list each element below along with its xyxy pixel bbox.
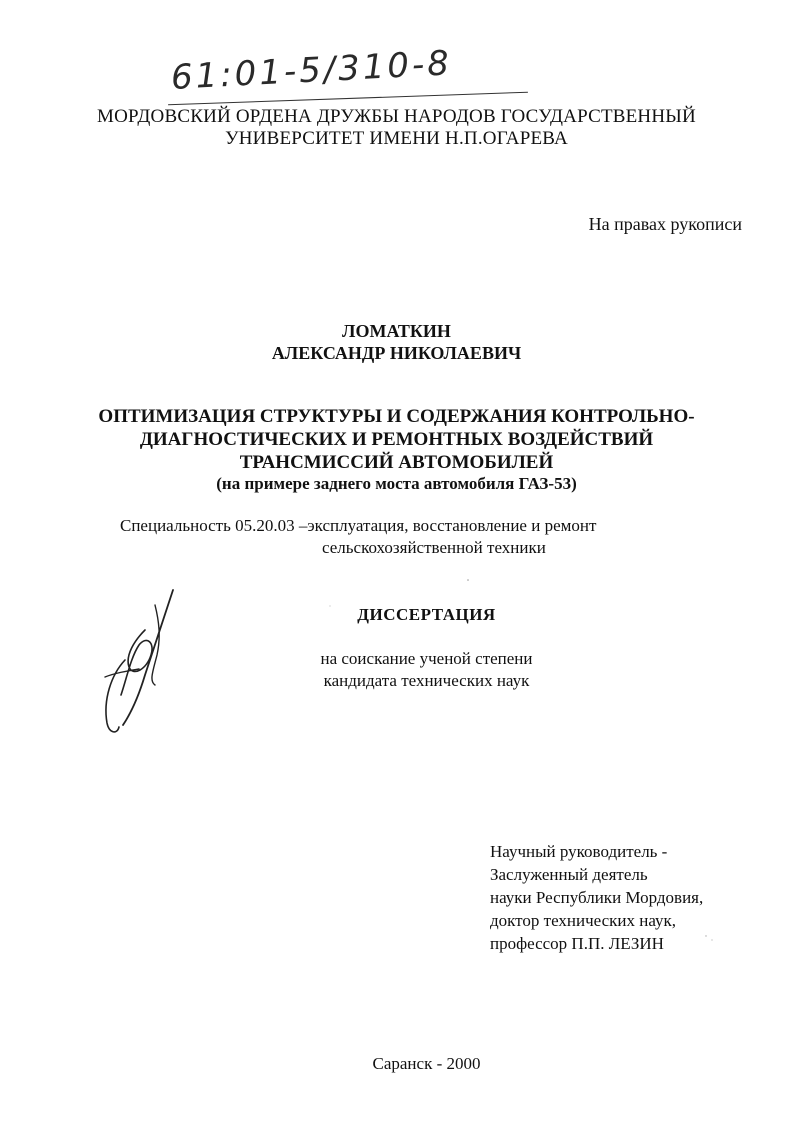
title-line-2: ДИАГНОСТИЧЕСКИХ И РЕМОНТНЫХ ВОЗДЕЙСТВИЙ xyxy=(139,429,654,450)
supervisor-line-5: профессор П.П. ЛЕЗИН xyxy=(490,934,664,953)
specialty-line-1: Специальность 05.20.03 –эксплуатация, восстановление и ремонт xyxy=(120,516,597,535)
institution-line-2: УНИВЕРСИТЕТ ИМЕНИ Н.П.ОГАРЕВА xyxy=(225,128,568,149)
specialty-line-2: сельскохозяйственной техники xyxy=(322,538,546,557)
supervisor-line-1: Научный руководитель - xyxy=(490,842,668,861)
degree-line-1: на соискание ученой степени xyxy=(320,649,533,668)
title-line-3: ТРАНСМИССИЙ АВТОМОБИЛЕЙ xyxy=(239,452,554,473)
archive-code: 61:01-5/310-8 xyxy=(170,43,453,98)
degree-block xyxy=(0,648,793,692)
author-block xyxy=(0,320,793,364)
document-type: ДИССЕРТАЦИЯ xyxy=(357,605,496,624)
dissertation-title xyxy=(0,405,793,474)
supervisor-block xyxy=(490,840,703,955)
dissertation-subtitle: (на примере заднего моста автомобиля ГАЗ-53) xyxy=(216,474,577,493)
institution-line-1: МОРДОВСКИЙ ОРДЕНА ДРУЖБЫ НАРОДОВ ГОСУДАРСТВЕННЫЙ xyxy=(97,106,696,127)
city-year-footer: Саранск - 2000 xyxy=(372,1054,481,1073)
supervisor-line-4: доктор технических наук, xyxy=(490,911,677,930)
author-surname: ЛОМАТКИН xyxy=(342,321,451,341)
degree-line-2: кандидата технических наук xyxy=(323,671,530,690)
supervisor-line-2: Заслуженный деятель xyxy=(490,865,648,884)
author-given-names: АЛЕКСАНДР НИКОЛАЕВИЧ xyxy=(271,343,522,363)
title-line-1: ОПТИМИЗАЦИЯ СТРУКТУРЫ И СОДЕРЖАНИЯ КОНТРОЛЬНО- xyxy=(98,406,695,427)
institution-header xyxy=(0,106,793,150)
manuscript-note: На правах рукописи xyxy=(588,214,742,234)
supervisor-line-3: науки Республики Мордовия, xyxy=(490,888,704,907)
